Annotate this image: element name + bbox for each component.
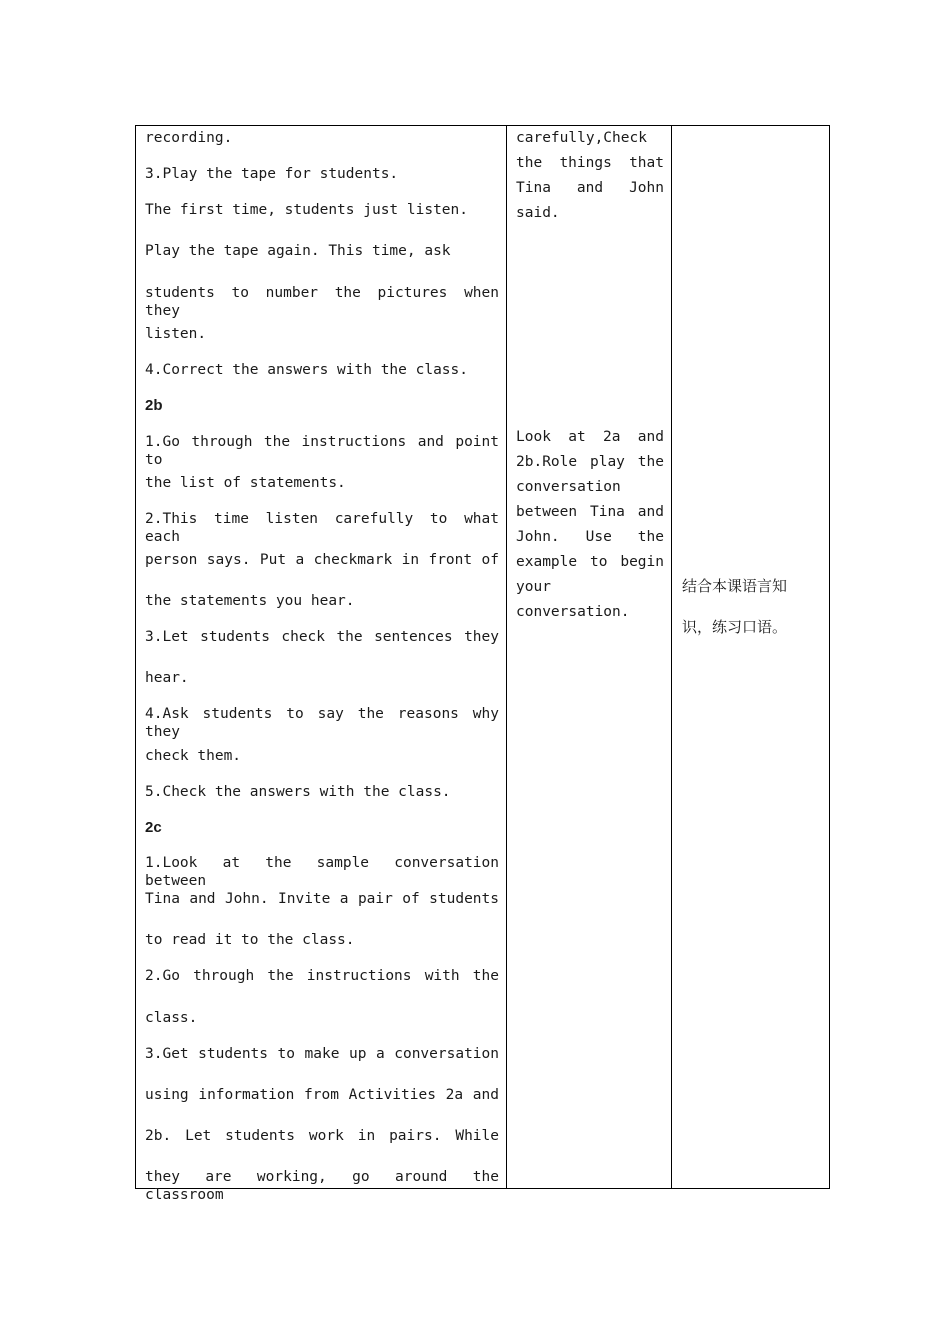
col1-line: listen. (145, 326, 207, 342)
col1-line: hear. (145, 670, 189, 686)
col1-line: 2.This time listen carefully to what each (145, 511, 499, 545)
col3-line: 识，练习口语。 (682, 618, 788, 636)
col1-line: check them. (145, 748, 242, 764)
col3-line: 结合本课语言知 (682, 577, 788, 595)
col1-line: 1.Look at the sample conversation between (145, 855, 499, 889)
student-activity-column (507, 126, 672, 1188)
col1-line: the list of statements. (145, 475, 346, 491)
col1-line: 3.Let students check the sentences they (145, 629, 499, 645)
lesson-table (135, 125, 830, 1203)
col1-line: person says. Put a checkmark in front of (145, 552, 499, 568)
col1-line: Play the tape again. This time, ask (145, 243, 451, 259)
col1-line: 3.Get students to make up a conversation (145, 1046, 499, 1062)
col2-line: the things that (516, 155, 664, 171)
col1-line: students to number the pictures when they (145, 285, 499, 319)
col2-line: Tina and John (516, 180, 664, 196)
col1-line: Tina and John. Invite a pair of students (145, 891, 499, 907)
col2-line: between Tina and (516, 504, 664, 520)
col2-line: 2b.Role play the (516, 454, 664, 470)
col2-line: conversation. (516, 604, 630, 620)
design-purpose-column (672, 126, 830, 1188)
col1-line: 1.Go through the instructions and point to (145, 434, 499, 468)
col1-line: recording. (145, 130, 233, 146)
teacher-activity-column (136, 126, 507, 1203)
col1-line: 2c (145, 819, 162, 836)
col1-line: 3.Play the tape for students. (145, 166, 399, 182)
col1-line: 4.Ask students to say the reasons why they (145, 706, 499, 740)
col1-line: they are working, go around the classroom (145, 1169, 499, 1203)
col1-line: the statements you hear. (145, 593, 355, 609)
col2-line: carefully,Check (516, 130, 647, 146)
col1-line: 2b (145, 397, 163, 414)
col1-line: The first time, students just listen. (145, 202, 469, 218)
col2-line: example to begin (516, 554, 664, 570)
col2-line: said. (516, 205, 560, 221)
col2-line: Look at 2a and (516, 429, 664, 445)
col2-line: your (516, 579, 551, 595)
col1-line: 2.Go through the instructions with the (145, 968, 499, 984)
col1-line: 5.Check the answers with the class. (145, 784, 451, 800)
col1-line: 2b. Let students work in pairs. While (145, 1128, 499, 1144)
col1-line: using information from Activities 2a and (145, 1087, 499, 1103)
col1-line: 4.Correct the answers with the class. (145, 362, 469, 378)
col2-line: conversation (516, 479, 621, 495)
col1-line: class. (145, 1010, 198, 1026)
col1-line: to read it to the class. (145, 932, 355, 948)
col2-line: John. Use the (516, 529, 664, 545)
